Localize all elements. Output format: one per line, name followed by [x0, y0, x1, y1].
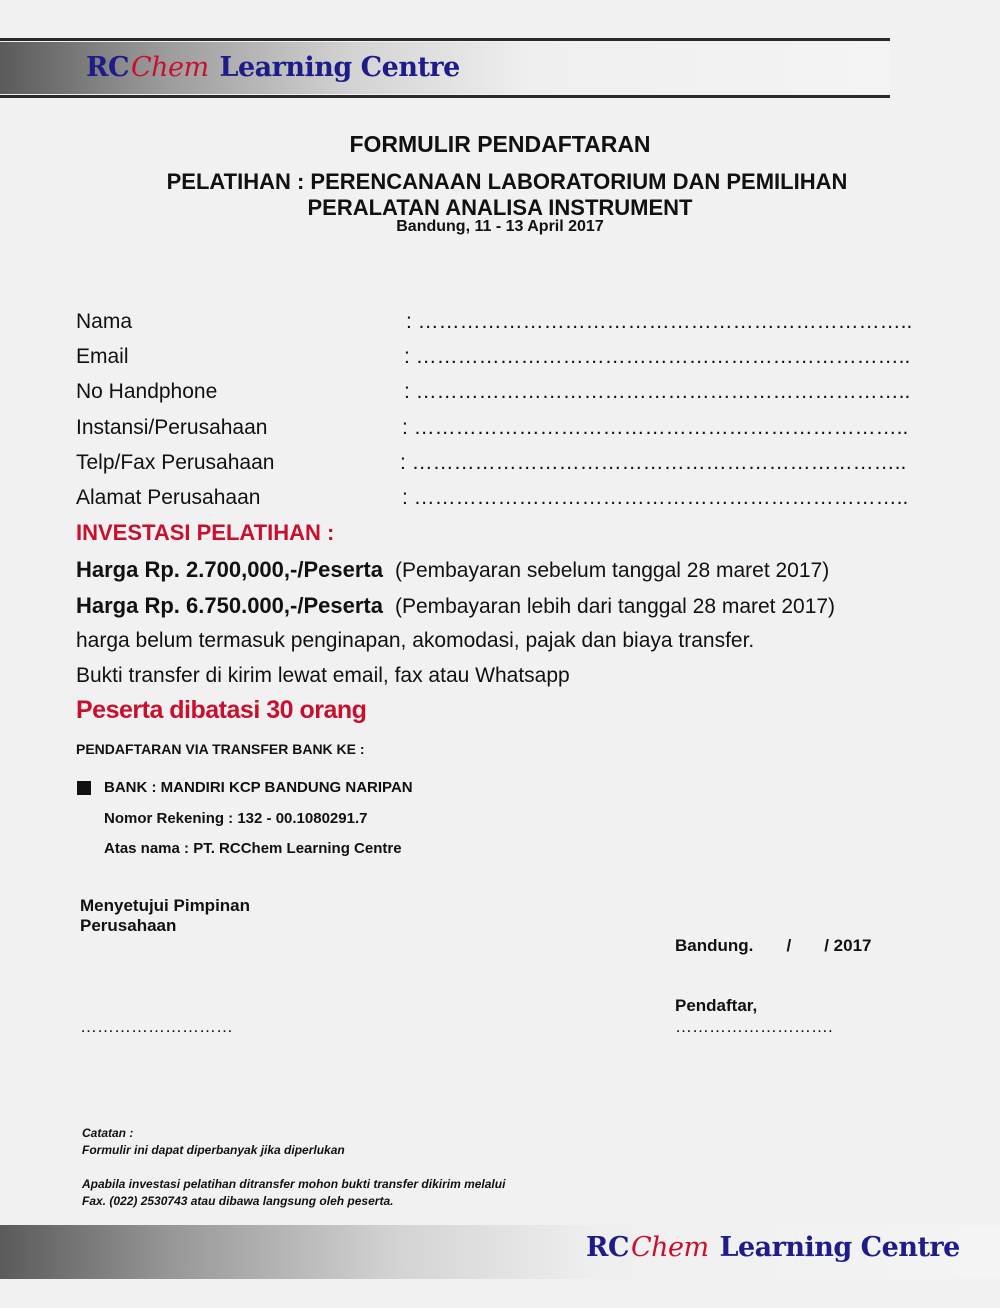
signature-left-line[interactable]: ……………………… [80, 1017, 233, 1036]
field-label: Telp/Fax Perusahaan [76, 451, 275, 474]
price-late [76, 593, 835, 619]
field-email[interactable] [76, 345, 956, 373]
notes-label: Catatan : [82, 1126, 134, 1140]
field-nama[interactable] [76, 310, 956, 338]
form-title: FORMULIR PENDAFTARAN [349, 131, 651, 157]
bank-name: BANK : MANDIRI KCP BANDUNG NARIPAN [104, 779, 413, 796]
price-early-amount: Harga Rp. 2.700,000,-/Peserta [76, 557, 383, 582]
price-late-note: (Pembayaran lebih dari tanggal 28 maret 2017) [394, 595, 836, 618]
price-exclusions: harga belum termasuk penginapan, akomodasi, pajak dan biaya transfer. [76, 629, 755, 652]
field-label: Alamat Perusahaan [76, 486, 261, 509]
field-fill-line[interactable]: : …………………………………………………………….. [406, 310, 913, 333]
field-label: Instansi/Perusahaan [76, 416, 268, 439]
notes-line1: Formulir ini dapat diperbanyak jika diperlukan [82, 1143, 345, 1157]
signature-right-line2: Pendaftar, [675, 996, 758, 1015]
field-fill-line[interactable]: : …………………………………………………………….. [404, 380, 911, 403]
field-fill-line[interactable]: : …………………………………………………………….. [402, 486, 909, 509]
field-telp-fax[interactable] [76, 451, 956, 479]
bank-account-holder: Atas nama : PT. RCChem Learning Centre [104, 840, 402, 857]
field-instansi[interactable] [76, 416, 956, 444]
signature-left-line2: Perusahaan [80, 916, 177, 935]
training-title [0, 169, 1000, 221]
field-label: No Handphone [76, 380, 218, 403]
field-fill-line[interactable]: : …………………………………………………………….. [400, 451, 907, 474]
bank-account-number: Nomor Rekening : 132 - 00.1080291.7 [104, 810, 368, 827]
investasi-heading: INVESTASI PELATIHAN : [76, 520, 335, 545]
training-title-line1: PELATIHAN : PERENCANAAN LABORATORIUM DAN PEMILIHAN [166, 169, 848, 194]
training-title-line2: PERALATAN ANALISA INSTRUMENT [307, 195, 693, 220]
signature-date: Bandung. / / 2017 [675, 936, 872, 955]
field-handphone[interactable] [76, 380, 956, 408]
price-late-amount: Harga Rp. 6.750.000,-/Peserta [76, 593, 383, 618]
field-label: Nama [76, 310, 133, 333]
transfer-proof-note: Bukti transfer di kirim lewat email, fax atau Whatsapp [76, 664, 570, 687]
bank-heading: PENDAFTARAN VIA TRANSFER BANK KE : [76, 741, 365, 757]
price-early-note: (Pembayaran sebelum tanggal 28 maret 2017) [394, 559, 830, 582]
signature-right-line[interactable]: ………………………. [675, 1017, 833, 1036]
notes-line2: Apabila investasi pelatihan ditransfer mohon bukti transfer dikirim melalui [82, 1177, 506, 1191]
bullet-icon [77, 781, 91, 795]
participant-limit: Peserta dibatasi 30 orang [76, 696, 367, 724]
footer-logo: RCChem Learning Centre [586, 1232, 960, 1263]
field-alamat[interactable] [76, 486, 956, 514]
header-rule-bottom [0, 95, 890, 98]
price-early [76, 557, 829, 583]
field-fill-line[interactable]: : …………………………………………………………….. [402, 416, 909, 439]
header-rule-top [0, 38, 890, 41]
field-fill-line[interactable]: : …………………………………………………………….. [404, 345, 911, 368]
header-logo: RCChem Learning Centre [86, 52, 460, 83]
training-date: Bandung, 11 - 13 April 2017 [396, 218, 604, 235]
signature-left [80, 896, 250, 936]
field-label: Email [76, 345, 129, 368]
notes-line3: Fax. (022) 2530743 atau dibawa langsung oleh peserta. [82, 1194, 394, 1208]
signature-left-line1: Menyetujui Pimpinan [80, 896, 251, 915]
signature-right [675, 896, 872, 1036]
